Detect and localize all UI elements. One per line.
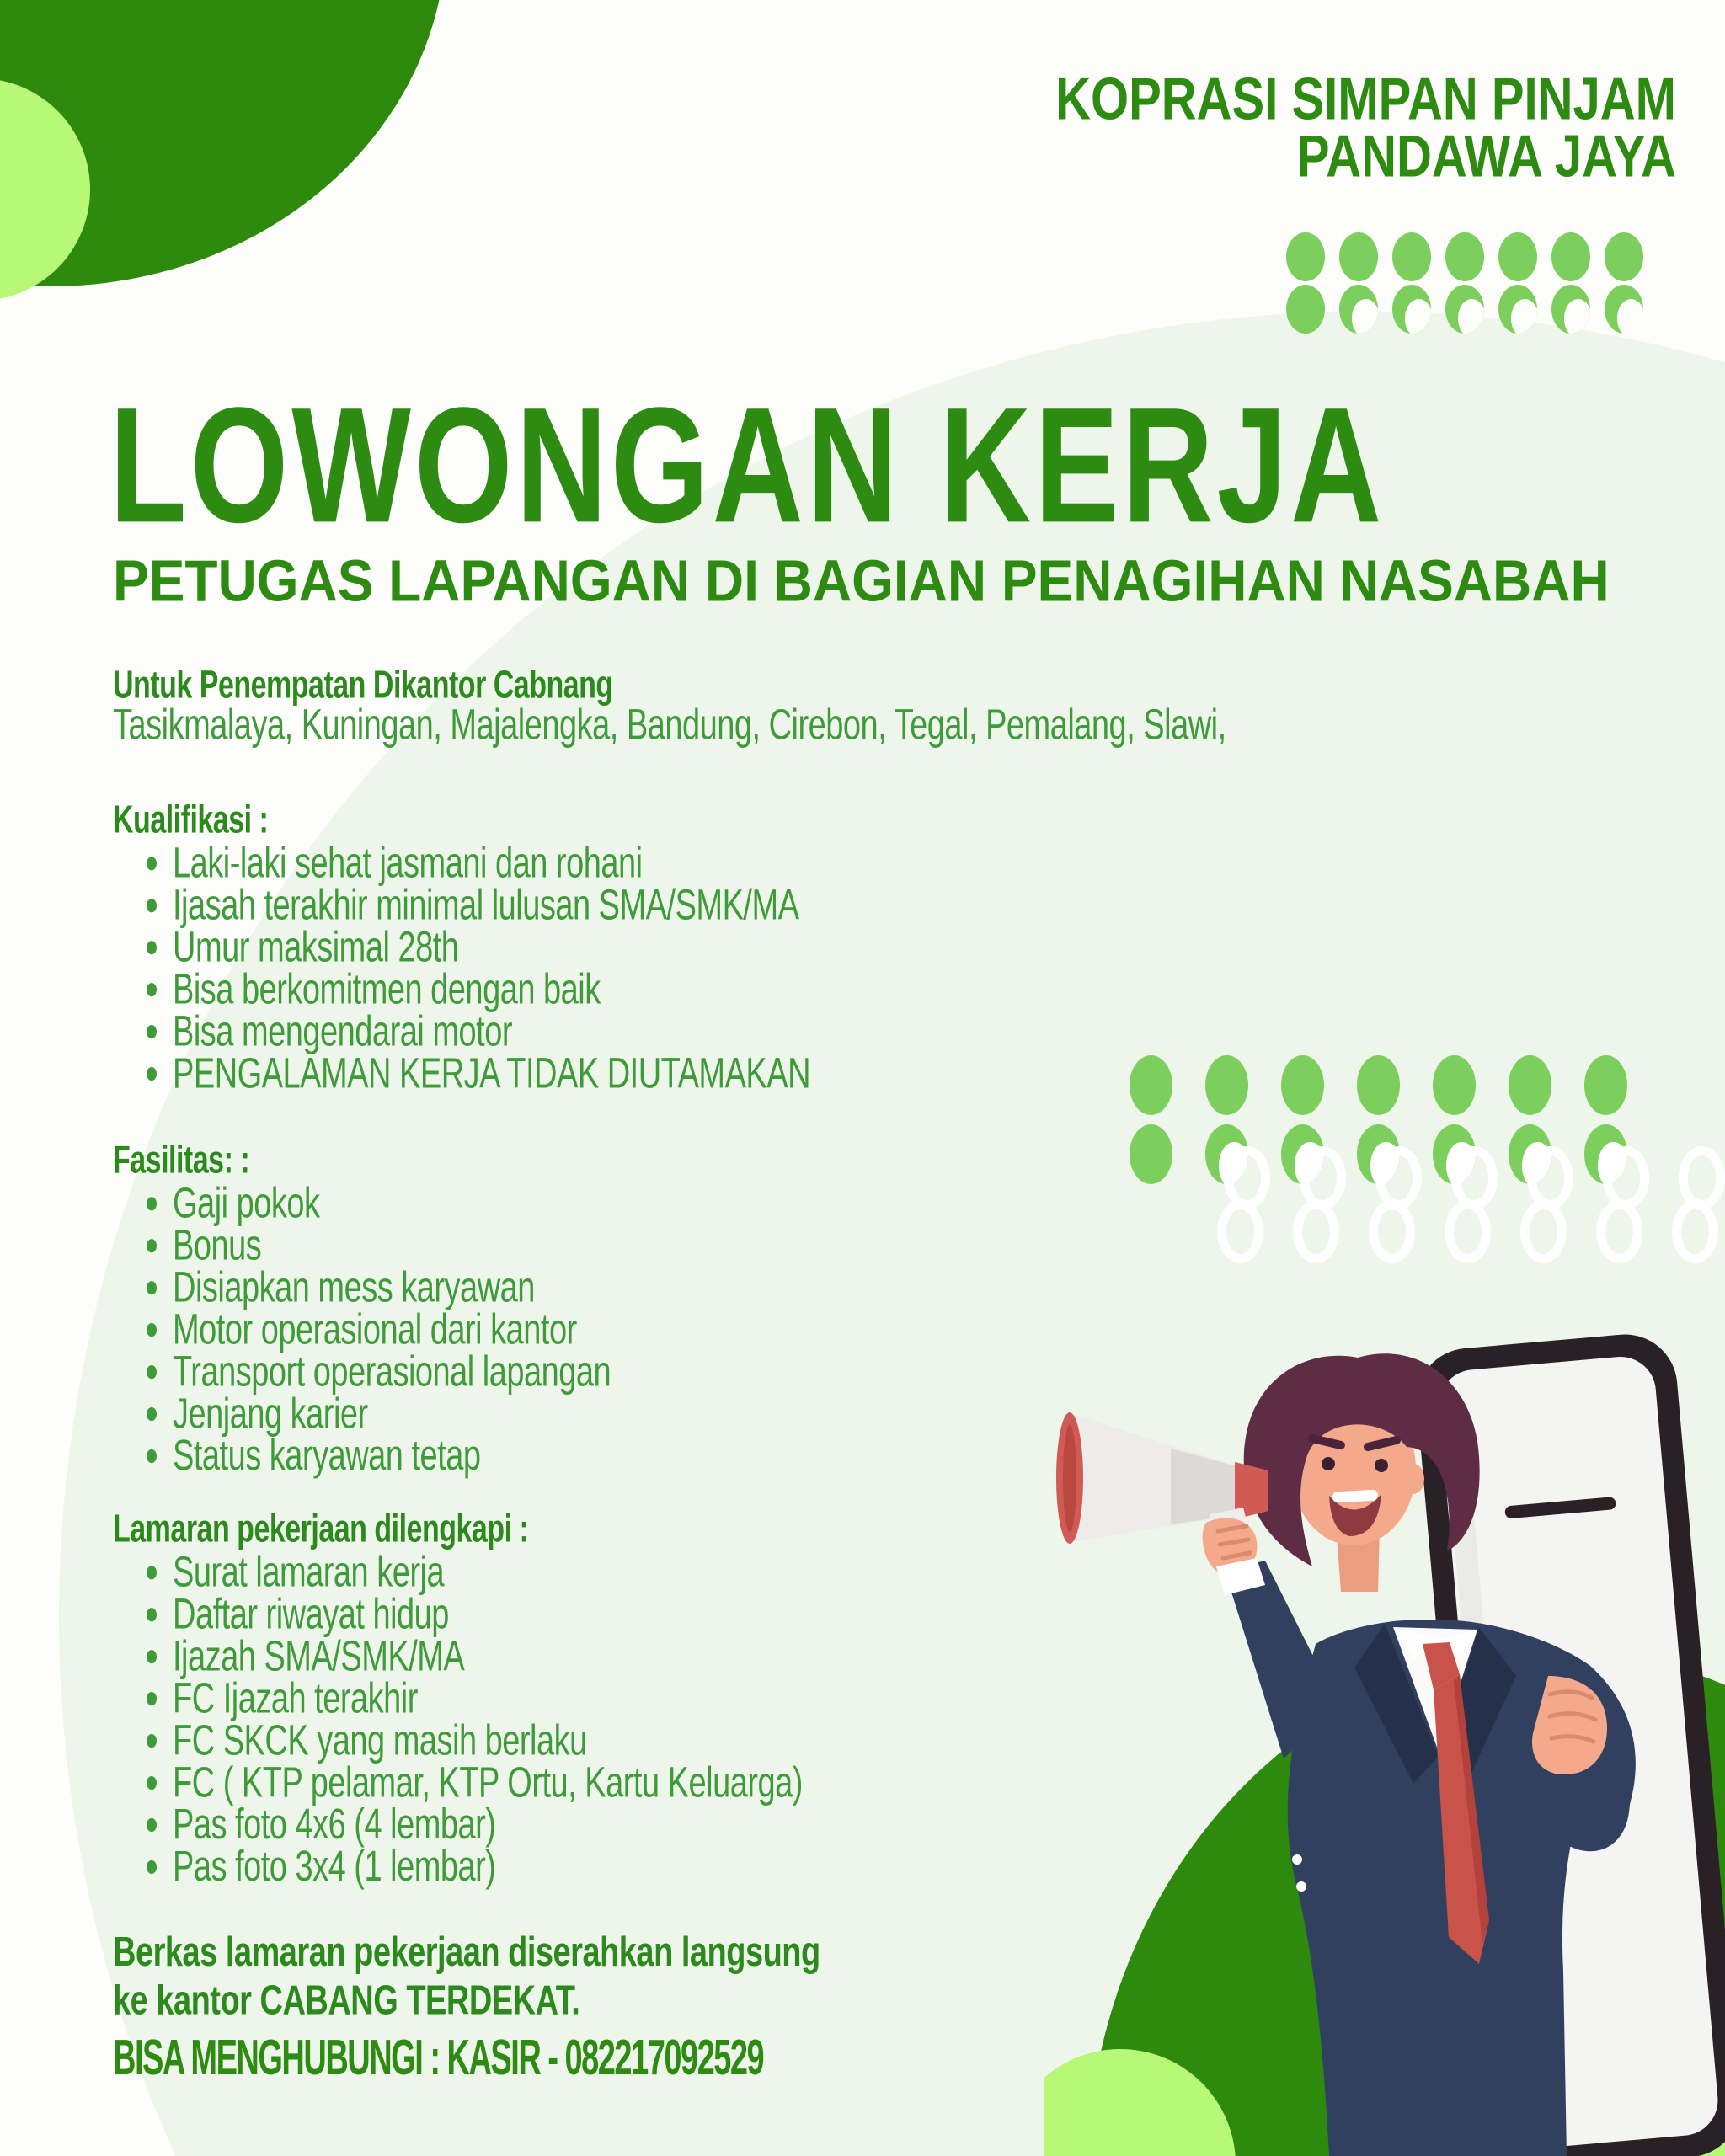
list-item: Ijazah SMA/SMK/MA — [113, 1636, 803, 1678]
solid-dot-icon — [1498, 232, 1537, 281]
list-item: Surat lamaran kerja — [113, 1552, 803, 1594]
sleeve-button2 — [1296, 1881, 1306, 1892]
solid-dot-icon — [1551, 232, 1590, 281]
list-item: Ijasah terakhir minimal lulusan SMA/SMK/MA — [113, 885, 810, 927]
list-item: Bisa berkomitmen dengan baik — [113, 969, 810, 1011]
page-subtitle: PETUGAS LAPANGAN DI BAGIAN PENAGIHAN NASABAH — [113, 548, 1610, 614]
dot-pattern-top-right-row2 — [1286, 285, 1643, 334]
page-title: LOWONGAN KERJA — [109, 372, 1386, 557]
brand-line2: PANDAWA JAYA — [1296, 123, 1676, 190]
list-item: Disiapkan mess karyawan — [113, 1267, 611, 1310]
list-item: Status karyawan tetap — [113, 1436, 611, 1478]
solid-dot-icon — [1433, 1055, 1476, 1115]
application-docs-heading: Lamaran pekerjaan dilengkapi : — [113, 1508, 529, 1551]
dot-pattern-middle-row1 — [1130, 1055, 1627, 1115]
facilities-heading: Fasilitas: : — [113, 1139, 250, 1182]
solid-dot-icon — [1392, 232, 1431, 281]
megaphone-man-illustration — [1044, 1314, 1725, 2156]
solid-dot-icon — [1357, 1055, 1400, 1115]
ring-dot-icon — [1672, 1200, 1718, 1263]
ring-dot-icon — [1520, 1200, 1567, 1263]
list-item: FC Ijazah terakhir — [113, 1678, 803, 1721]
leaf-dot-icon — [1392, 285, 1431, 334]
ring-dot-icon — [1369, 1200, 1415, 1263]
placement-locations: Tasikmalaya, Kuningan, Majalengka, Bandung, Cirebon, Tegal, Pemalang, Slawi, — [113, 701, 1226, 750]
solid-dot-icon — [1584, 1055, 1627, 1115]
solid-dot-icon — [1509, 1055, 1551, 1115]
list-item: Bonus — [113, 1225, 611, 1267]
list-item: Laki-laki sehat jasmani dan rohani — [113, 843, 810, 885]
submission-note-line2: ke kantor CABANG TERDEKAT. — [113, 1977, 580, 2025]
application-docs-list — [113, 1548, 803, 1892]
solid-dot-icon — [1445, 232, 1484, 281]
leaf-dot-icon — [1498, 285, 1537, 334]
eye-right — [1375, 1459, 1388, 1472]
list-item: Motor operasional dari kantor — [113, 1310, 611, 1352]
facilities-section — [113, 1139, 611, 1481]
ring-dot-icon — [1596, 1200, 1642, 1263]
ear — [1402, 1464, 1424, 1494]
qualifications-list — [113, 839, 811, 1098]
list-item: Transport operasional lapangan — [113, 1352, 611, 1394]
solid-dot-icon — [1130, 1055, 1172, 1115]
list-item: Gaji pokok — [113, 1183, 611, 1225]
ring-dot-icon — [1217, 1200, 1263, 1263]
solid-dot-icon — [1339, 232, 1378, 281]
dot-pattern-middle-rings2 — [1217, 1200, 1718, 1263]
brand-line1: KOPRASI SIMPAN PINJAM — [1055, 65, 1676, 133]
solid-dot-icon — [1286, 285, 1325, 334]
solid-dot-icon — [1605, 232, 1643, 281]
placement-heading: Untuk Penempatan Dikantor Cabnang — [113, 664, 613, 707]
contact-line: BISA MENGHUBUNGI : KASIR - 082217092529 — [113, 2031, 764, 2087]
list-item: Jenjang karier — [113, 1394, 611, 1436]
solid-dot-icon — [1281, 1055, 1324, 1115]
solid-dot-icon — [1205, 1055, 1248, 1115]
list-item: Daftar riwayat hidup — [113, 1594, 803, 1636]
sleeve-button1 — [1292, 1854, 1302, 1865]
qualifications-section — [113, 798, 811, 1098]
ring-dot-icon — [1445, 1200, 1491, 1263]
submission-note-line1: Berkas lamaran pekerjaan diserahkan langsung — [113, 1929, 820, 1976]
brand-header — [1055, 65, 1676, 190]
leaf-dot-icon — [1605, 285, 1643, 334]
facilities-list — [113, 1179, 611, 1481]
placement-section — [113, 664, 1226, 750]
qualifications-heading: Kualifikasi : — [113, 798, 269, 842]
list-item: FC ( KTP pelamar, KTP Ortu, Kartu Keluarga) — [113, 1763, 803, 1805]
solid-dot-icon — [1286, 232, 1325, 281]
leaf-dot-icon — [1339, 285, 1378, 334]
list-item: PENGALAMAN KERJA TIDAK DIUTAMAKAN — [113, 1054, 810, 1096]
leaf-dot-icon — [1551, 285, 1590, 334]
leaf-dot-icon — [1445, 285, 1484, 334]
submission-note — [113, 1929, 820, 2025]
application-docs-section — [113, 1508, 803, 1892]
list-item: Pas foto 3x4 (1 lembar) — [113, 1847, 803, 1889]
dot-pattern-top-right-row1 — [1286, 232, 1643, 281]
list-item: Umur maksimal 28th — [113, 927, 810, 969]
list-item: Bisa mengendarai motor — [113, 1011, 810, 1054]
ring-dot-icon — [1293, 1200, 1339, 1263]
list-item: FC SKCK yang masih berlaku — [113, 1721, 803, 1763]
eye-left — [1322, 1457, 1335, 1470]
solid-dot-icon — [1130, 1124, 1172, 1184]
list-item: Pas foto 4x6 (4 lembar) — [113, 1805, 803, 1847]
